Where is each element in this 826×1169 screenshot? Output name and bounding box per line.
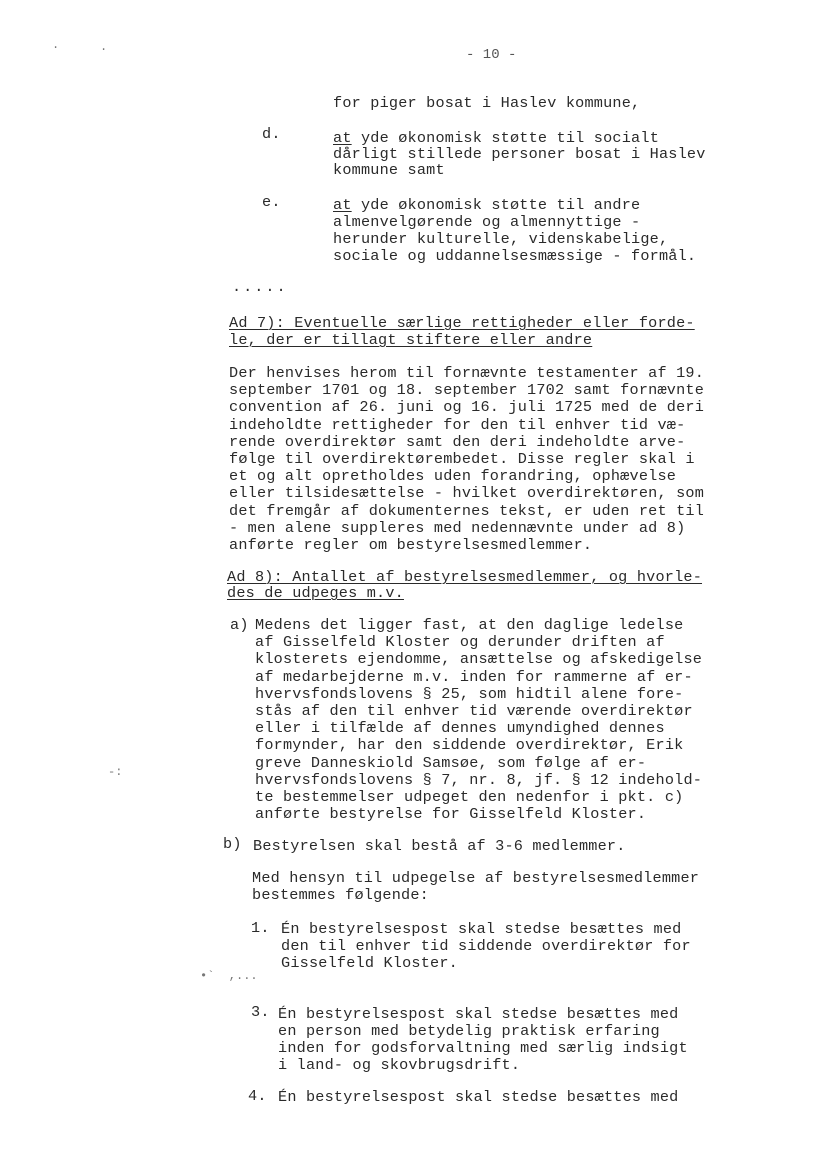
paragraph-line: - men alene suppleres med nedennævnte under ad 8) — [229, 518, 686, 537]
list-item-a-line: klosterets ejendomme, ansættelse og afskedigelse — [255, 650, 703, 669]
list-item-d-line: kommune samt — [333, 161, 445, 179]
scan-speck: . — [100, 40, 108, 54]
list-item-e-line: herunder kulturelle, videnskabelige, — [333, 230, 669, 248]
paragraph-line: convention af 26. juni og 16. juli 1725 med de deri — [229, 398, 705, 417]
scan-speck: . — [52, 38, 60, 52]
numbered-item-3-line: i land- og skovbrugsdrift. — [278, 1056, 521, 1074]
list-item-e-letter: e. — [262, 193, 281, 211]
paragraph-line: rende overdirektør samt den deri indeholdte arve- — [229, 432, 686, 451]
numbered-item-1-line: den til enhver tid siddende overdirektør for — [281, 936, 691, 955]
paragraph-line: følge til overdirektørembedet. Disse regler skal i — [229, 450, 695, 468]
list-item-a-line: anførte bestyrelse for Gisselfeld Kloster. — [255, 805, 647, 824]
emphasis-at: at — [333, 196, 352, 214]
paragraph-line: indeholdte rettigheder for den til enhver tid væ- — [229, 415, 686, 434]
paragraph-line: bestemmes følgende: — [252, 885, 429, 904]
numbered-item-3-line: Én bestyrelsespost skal stedse besættes med — [278, 1005, 679, 1023]
list-item-b-letter: b) — [223, 835, 242, 853]
list-item-a-line: stås af den til enhver tid værende overdirektør — [255, 702, 693, 720]
list-item-a-line: te bestemmelser udpeget den nedenfor i pkt. c) — [255, 788, 684, 806]
page-number: - 10 - — [466, 47, 517, 63]
section-heading-ad7: Ad 7): Eventuelle særlige rettigheder eller forde- — [229, 314, 695, 332]
paragraph-line: september 1701 og 18. september 1702 samt fornævnte — [229, 381, 705, 400]
list-item-a-line: hvervsfondslovens § 7, nr. 8, jf. § 12 indehold- — [255, 770, 703, 789]
list-item-d-letter: d. — [262, 125, 281, 143]
list-item-a-line: af medarbejderne m.v. inden for rammerne af er- — [255, 667, 693, 686]
numbered-item-3-number: 3. — [251, 1003, 270, 1021]
numbered-item-1-number: 1. — [251, 919, 270, 937]
list-item-b-line: Bestyrelsen skal bestå af 3-6 medlemmer. — [253, 837, 626, 855]
paragraph-line: Med hensyn til udpegelse af bestyrelsesmedlemmer — [252, 869, 700, 887]
list-item-d-line: dårligt stillede personer bosat i Haslev — [333, 145, 706, 163]
scan-speck: •` ,... — [200, 969, 258, 983]
paragraph-line: eller tilsidesættelse - hvilket overdirektøren, som — [229, 484, 705, 503]
paragraph-line: det fremgår af dokumenternes tekst, er uden ret til — [229, 501, 705, 520]
paragraph-line: Der henvises herom til fornævnte testamenter af 19. — [229, 364, 705, 382]
numbered-item-1-line: Én bestyrelsespost skal stedse besættes med — [281, 920, 682, 938]
list-item-c-line: for piger bosat i Haslev kommune, — [333, 94, 641, 112]
numbered-item-1-line: Gisselfeld Kloster. — [281, 953, 458, 972]
text-span: yde økonomisk støtte til andre — [351, 196, 641, 214]
list-item-a-line: af Gisselfeld Kloster og derunder driften af — [255, 633, 665, 652]
list-item-a-line: greve Danneskiold Samsøe, som følge af er- — [255, 753, 647, 772]
numbered-item-3-line: en person med betydelig praktisk erfaring — [278, 1022, 660, 1040]
scan-speck: -: — [108, 765, 123, 779]
list-item-a-letter: a) — [230, 616, 249, 634]
numbered-item-4-number: 4. — [248, 1087, 267, 1105]
list-item-e-line: almenvelgørende og almennyttige - — [333, 213, 641, 231]
paragraph-line: anførte regler om bestyrelsesmedlemmer. — [229, 536, 593, 554]
numbered-item-4-line: Én bestyrelsespost skal stedse besættes med — [278, 1088, 679, 1106]
section-heading-ad8: Ad 8): Antallet af bestyrelsesmedlemmer, og hvorle- — [227, 568, 703, 586]
section-heading-ad7: le, der er tillagt stiftere eller andre — [229, 331, 593, 349]
ellipsis: ..... — [232, 278, 288, 296]
list-item-e-line: sociale og uddannelsesmæssige - formål. — [333, 247, 697, 265]
numbered-item-3-line: inden for godsforvaltning med særlig indsigt — [278, 1039, 688, 1057]
text-span: yde økonomisk støtte til socialt — [351, 129, 660, 147]
list-item-d-line — [333, 130, 659, 146]
list-item-a-line: eller i tilfælde af dennes umyndighed dennes — [255, 719, 665, 738]
list-item-a-line: Medens det ligger fast, at den daglige ledelse — [255, 616, 684, 634]
paragraph-line: et og alt opretholdes uden forandring, ophævelse — [229, 467, 677, 486]
list-item-e-line — [333, 197, 640, 213]
list-item-a-line: formynder, har den siddende overdirektør, Erik — [255, 736, 684, 755]
list-item-a-line: hvervsfondslovens § 25, som hidtil alene fore- — [255, 684, 684, 703]
section-heading-ad8: des de udpeges m.v. — [227, 584, 404, 602]
emphasis-at: at — [333, 129, 352, 147]
